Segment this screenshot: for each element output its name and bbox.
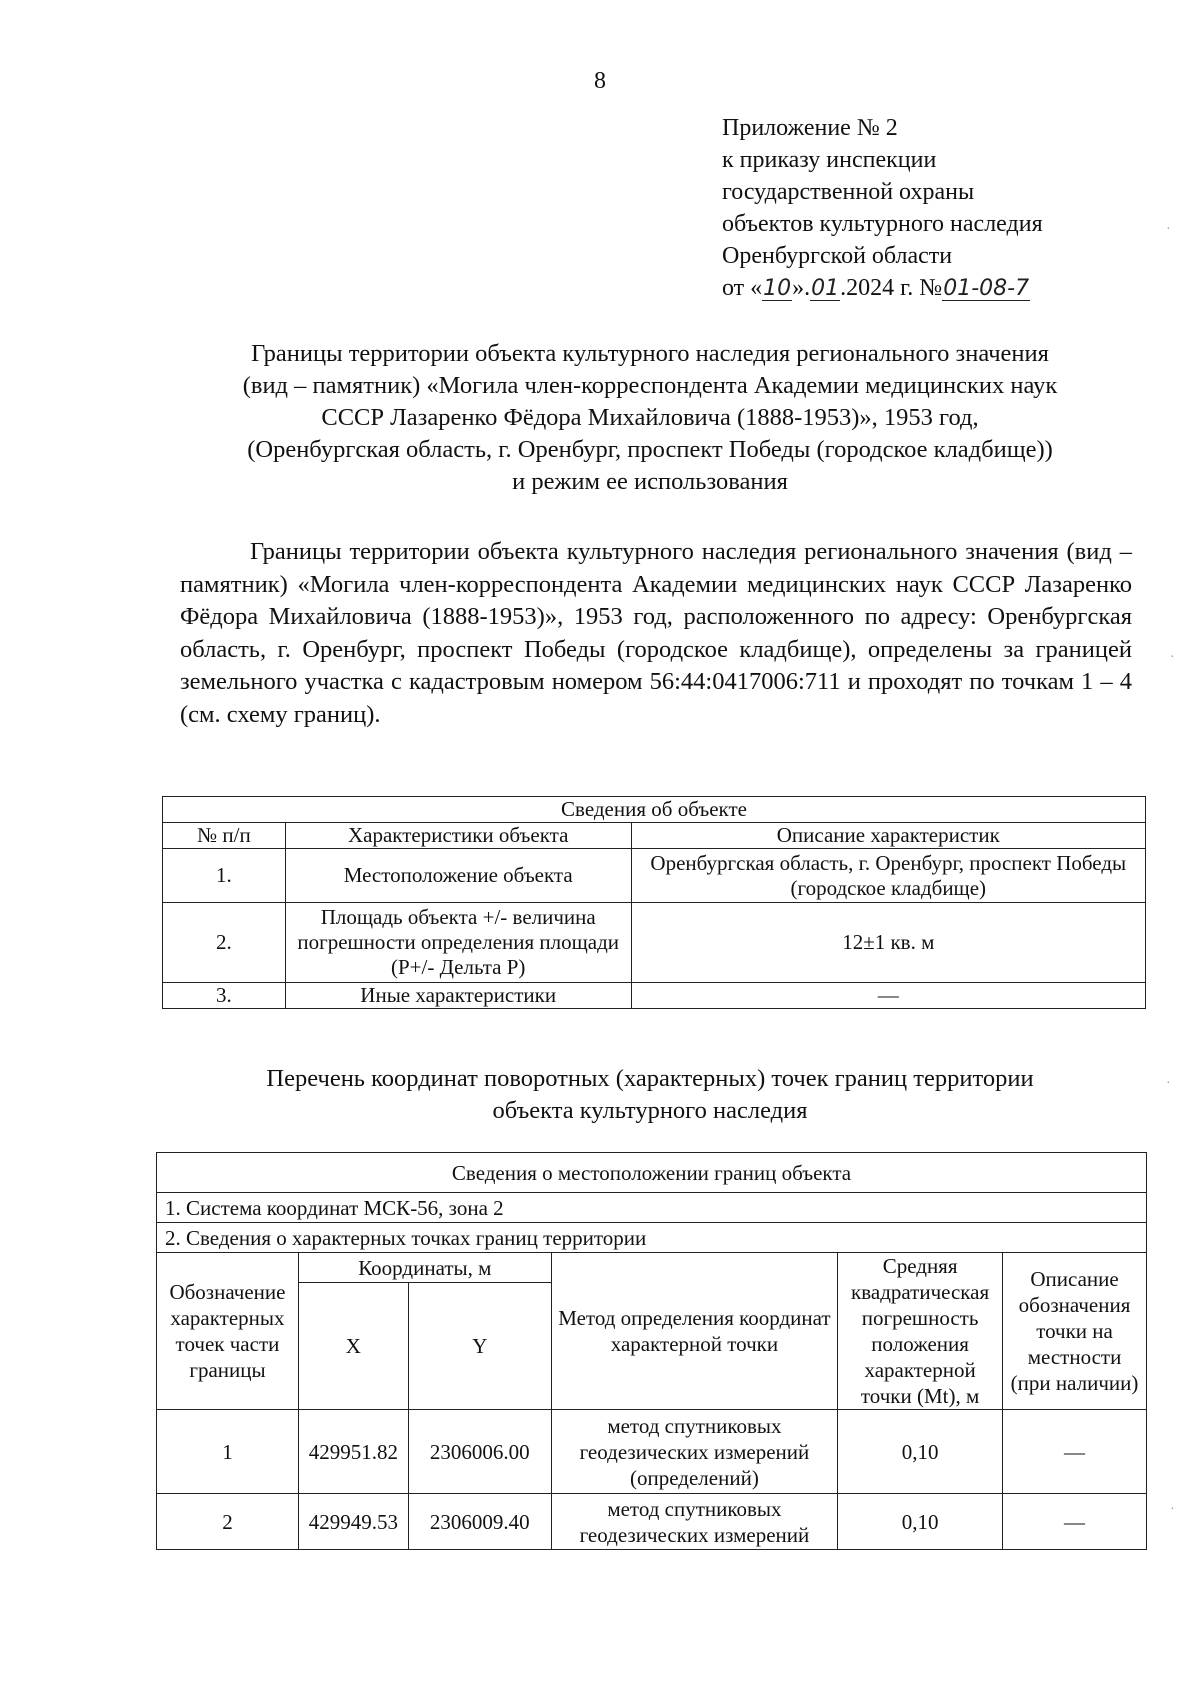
object-table-caption: Сведения об объекте — [163, 797, 1146, 823]
coordinates-title — [160, 1063, 1140, 1127]
error: 0,10 — [838, 1494, 1003, 1550]
title-line: и режим ее использования — [512, 468, 788, 495]
document-title — [160, 338, 1140, 498]
title-line: (вид – памятник) «Могила член-корреспондента Академии медицинских наук — [242, 372, 1058, 399]
table-cell: 3. — [163, 983, 286, 1009]
table-cell: Иные характеристики — [285, 983, 631, 1009]
coordinates-table — [156, 1152, 1147, 1550]
points-caption: 2. Сведения о характерных точках границ территории — [157, 1223, 1147, 1253]
header-coordinates: Координаты, м — [298, 1253, 551, 1283]
coord-x: 429951.82 — [298, 1410, 408, 1494]
date-sep: ». — [792, 275, 811, 301]
table-header: Описание характеристик — [631, 823, 1145, 849]
table-cell: Оренбургская область, г. Оренбург, проспект Победы (городское кладбище) — [631, 849, 1145, 903]
method: метод спутниковых геодезических измерений — [551, 1494, 837, 1550]
appendix-line: Оренбургской области — [722, 243, 953, 269]
coord-y: 2306009.40 — [408, 1494, 551, 1550]
intro-paragraph: Границы территории объекта культурного наследия регионального значения (вид – памятник) «Могила член-корреспондента Академии медицинских наук СССР Лазаренко Фёдора Михайловича (1888-1953)», 1953 год, расположенного по адресу: Оренбургская область, г. Оренбург, проспект Победы (городское кладбище), определены за границей земельного участка с кадастровым номером 56:44:0417006:711 и проходят по точкам 1 – 4 (см. схему границ). — [180, 538, 1132, 728]
title-line: СССР Лазаренко Фёдора Михайловича (1888-1953)», 1953 год, — [321, 404, 979, 431]
scan-speck: · — [1170, 1502, 1175, 1517]
description: — — [1003, 1410, 1147, 1494]
date-day: 10 — [763, 276, 792, 301]
table-cell: Площадь объекта +/- величина погрешности определения площади (Р+/- Дельта Р) — [285, 903, 631, 983]
header-y: Y — [408, 1283, 551, 1410]
error: 0,10 — [838, 1410, 1003, 1494]
appendix-line: объектов культурного наследия — [722, 211, 1043, 237]
method: метод спутниковых геодезических измерений (определений) — [551, 1410, 837, 1494]
appendix-line: к приказу инспекции — [722, 147, 937, 173]
object-info-table — [162, 796, 1146, 1009]
title-line: Перечень координат поворотных (характерных) точек границ территории — [266, 1065, 1034, 1092]
header-description: Описание обозначения точки на местности (при наличии) — [1003, 1253, 1147, 1410]
scan-speck: · — [1170, 650, 1175, 665]
appendix-block — [722, 112, 1043, 304]
table-cell: 12±1 кв. м — [631, 903, 1145, 983]
header-x: X — [298, 1283, 408, 1410]
table-header: Характеристики объекта — [285, 823, 631, 849]
date-prefix: от « — [722, 275, 763, 301]
table-cell: — — [631, 983, 1145, 1009]
title-line: Границы территории объекта культурного наследия регионального значения — [251, 340, 1049, 367]
description: — — [1003, 1494, 1147, 1550]
page-number: 8 — [594, 68, 606, 94]
table-cell: 2. — [163, 903, 286, 983]
table-row — [157, 1494, 1147, 1550]
table-cell: Местоположение объекта — [285, 849, 631, 903]
order-number: 01-08-7 — [943, 276, 1030, 301]
point-number: 1 — [157, 1410, 299, 1494]
header-designation: Обозначение характерных точек части границы — [157, 1253, 299, 1410]
table-header: № п/п — [163, 823, 286, 849]
table-cell: 1. — [163, 849, 286, 903]
coord-y: 2306006.00 — [408, 1410, 551, 1494]
scan-speck: · — [1166, 1076, 1171, 1091]
coordinate-system: 1. Система координат МСК-56, зона 2 — [157, 1193, 1147, 1223]
coord-x: 429949.53 — [298, 1494, 408, 1550]
scan-speck: · — [1166, 222, 1171, 237]
appendix-date-line — [722, 272, 1043, 304]
point-number: 2 — [157, 1494, 299, 1550]
title-line: объекта культурного наследия — [492, 1097, 808, 1124]
coords-table-caption: Сведения о местоположении границ объекта — [157, 1153, 1147, 1193]
table-row — [157, 1410, 1147, 1494]
date-month: 01 — [811, 276, 840, 301]
appendix-line: государственной охраны — [722, 179, 975, 205]
date-year: .2024 — [840, 275, 895, 301]
title-line: (Оренбургская область, г. Оренбург, проспект Победы (городское кладбище)) — [247, 436, 1053, 463]
header-method: Метод определения координат характерной точки — [551, 1253, 837, 1410]
header-error: Средняя квадратическая погрешность положения характерной точки (Mt), м — [838, 1253, 1003, 1410]
appendix-line: Приложение № 2 — [722, 115, 898, 141]
order-number-prefix: г. № — [894, 275, 943, 301]
